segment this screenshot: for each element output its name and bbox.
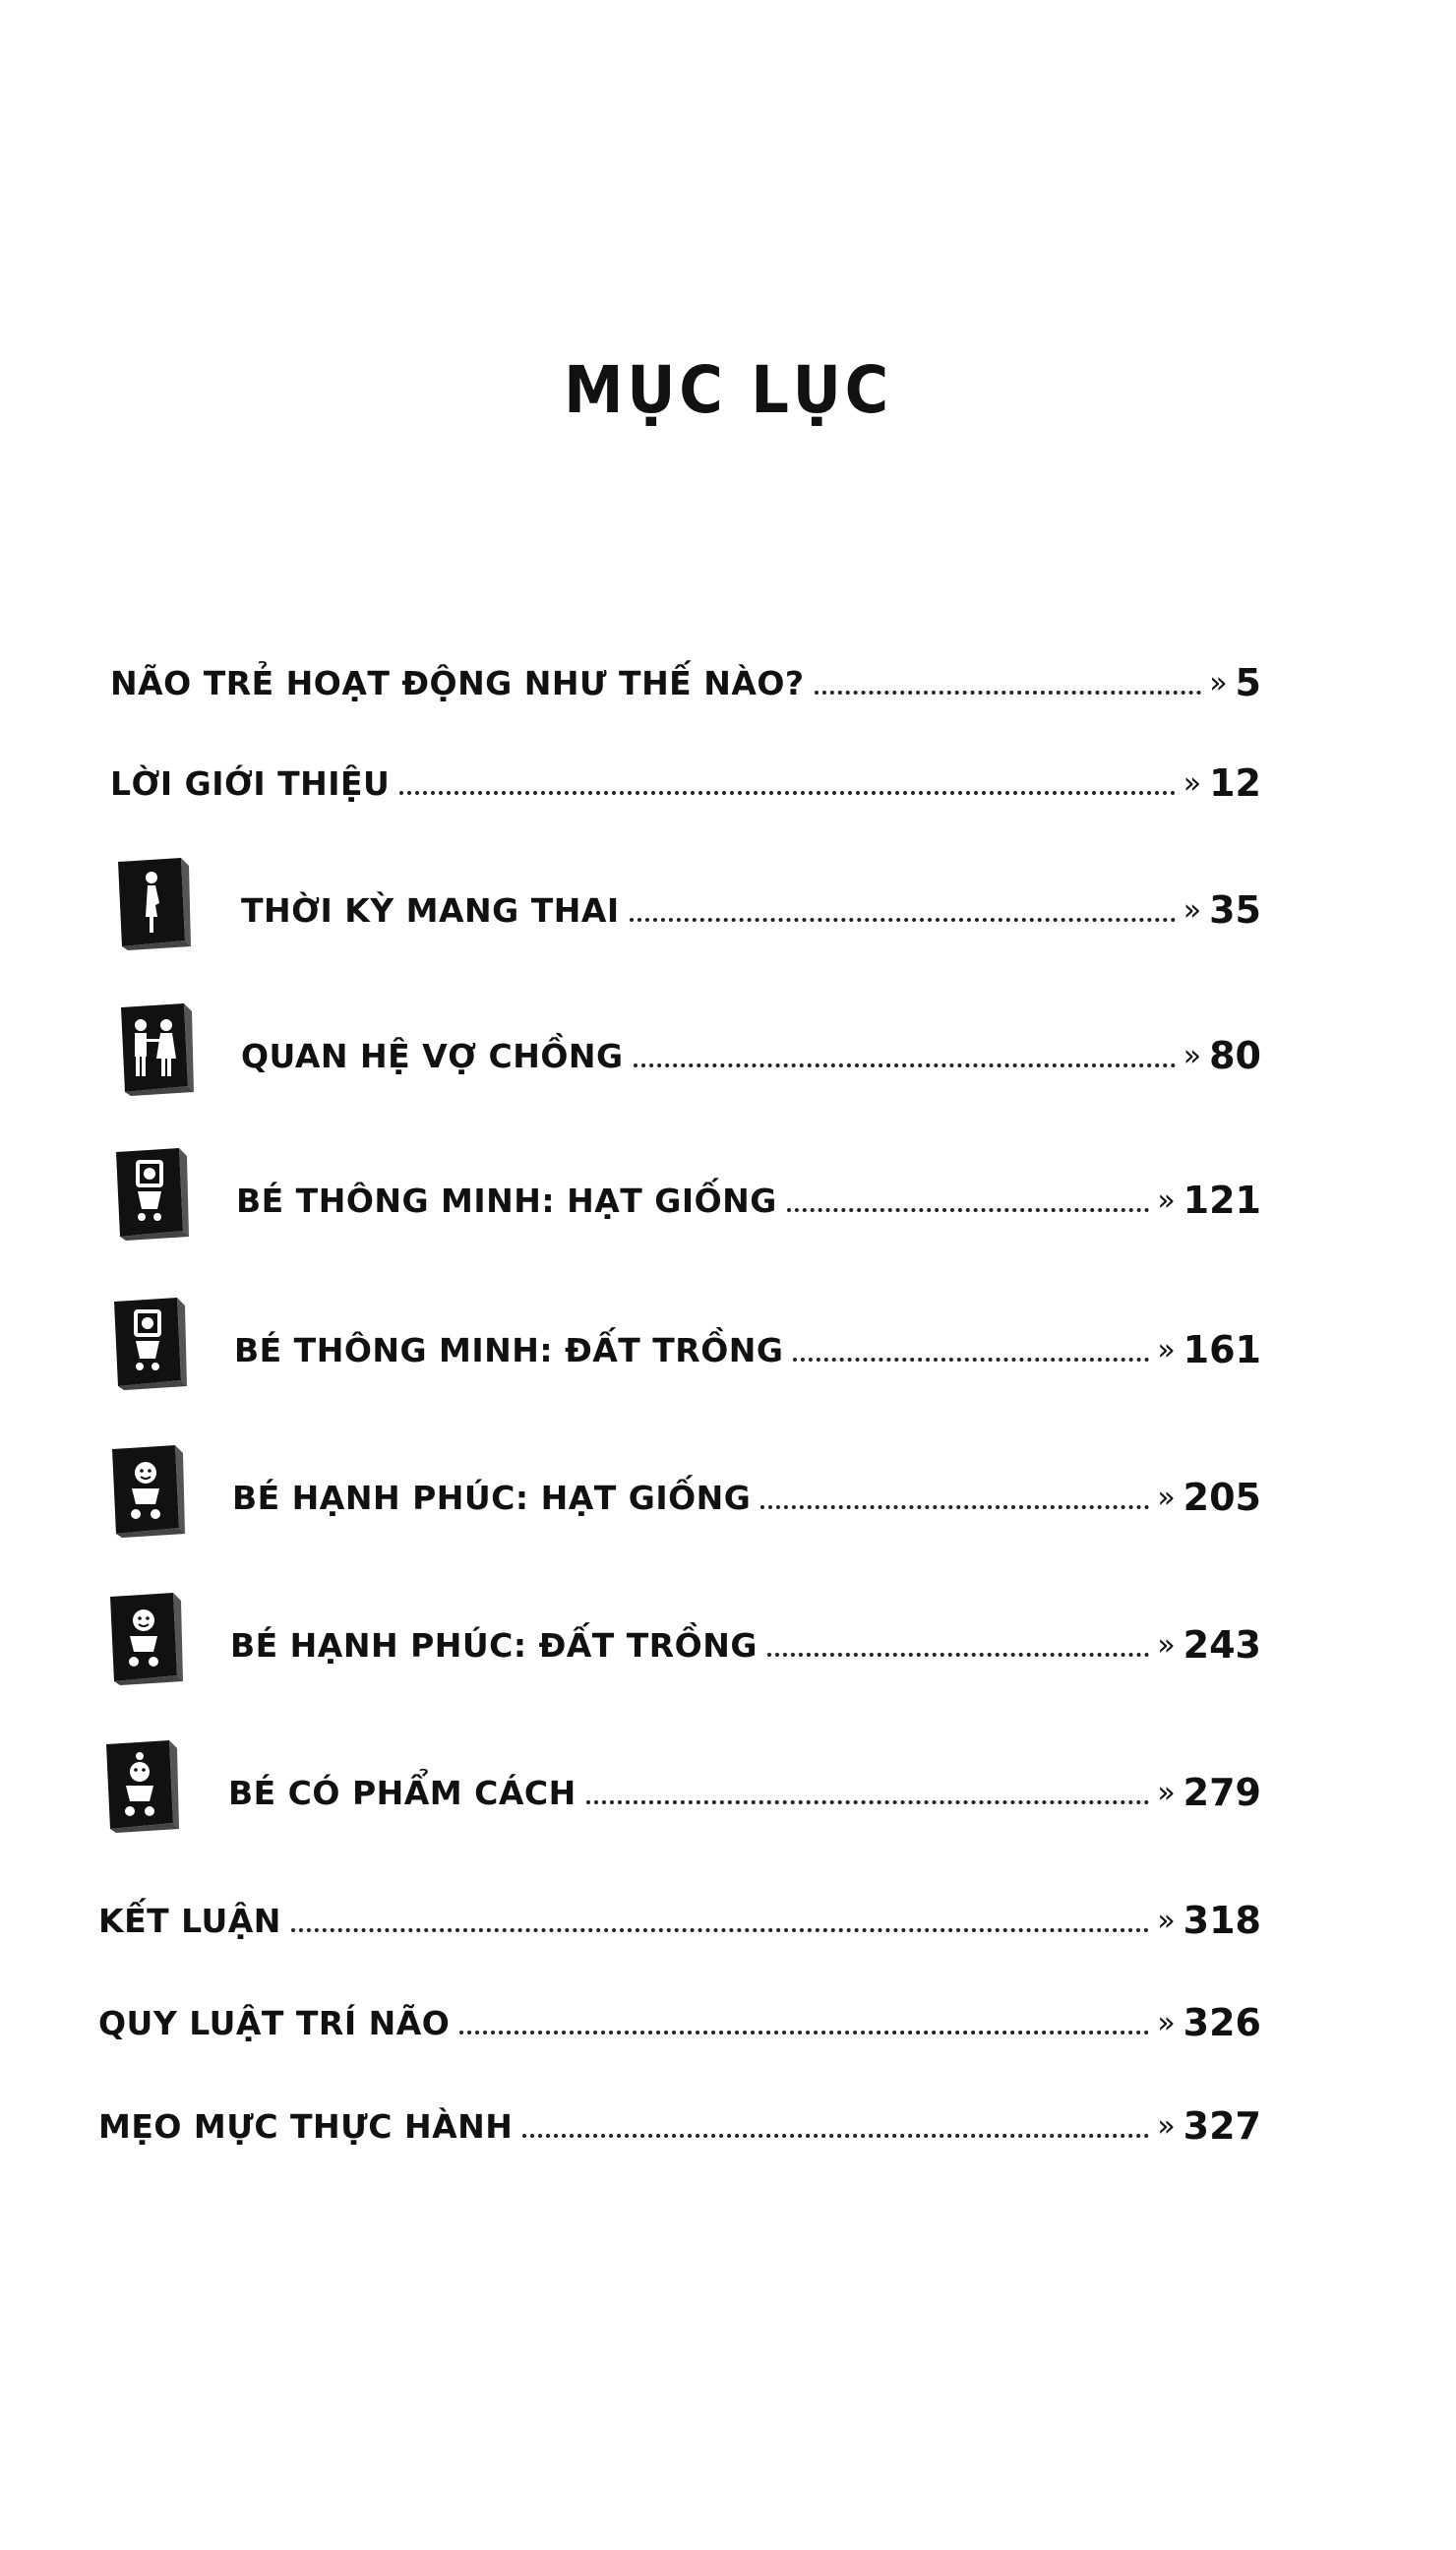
toc-leader-dots [793, 1358, 1149, 1362]
happy-baby-icon [104, 1591, 183, 1685]
toc-chevron: » [1157, 2109, 1176, 2144]
toc-entry[interactable] [241, 1017, 1261, 1076]
toc-entry-label: BÉ THÔNG MINH: HẠT GIỐNG [236, 1182, 777, 1220]
moral-baby-icon [100, 1738, 179, 1833]
toc-entry-label: BÉ HẠNH PHÚC: ĐẤT TRỒNG [230, 1626, 758, 1665]
toc-chevron: » [1157, 1184, 1176, 1218]
toc-entry[interactable] [241, 872, 1261, 931]
toc-leader-dots [634, 1063, 1176, 1067]
toc-leader-dots [760, 1505, 1149, 1509]
happy-baby-icon [106, 1443, 185, 1538]
toc-leader-dots [630, 918, 1176, 922]
toc-entry-label: BÉ CÓ PHẨM CÁCH [228, 1774, 576, 1812]
pregnant-woman-icon [112, 856, 191, 950]
toc-entry[interactable] [110, 745, 1261, 804]
toc-entry-label: QUAN HỆ VỢ CHỒNG [241, 1037, 624, 1075]
toc-page-number: 35 [1209, 888, 1261, 932]
toc-entry[interactable] [98, 2088, 1261, 2147]
toc-page-number: 205 [1183, 1476, 1261, 1519]
toc-entry-label: BÉ HẠNH PHÚC: HẠT GIỐNG [232, 1479, 752, 1517]
smart-baby-icon [110, 1146, 189, 1241]
toc-entry-label: LỜI GIỚI THIỆU [110, 764, 391, 803]
toc-entry-label: NÃO TRẺ HOẠT ĐỘNG NHƯ THẾ NÀO? [110, 664, 805, 702]
toc-entry-label: QUY LUẬT TRÍ NÃO [98, 2004, 451, 2042]
smart-baby-icon [108, 1296, 187, 1390]
toc-chevron: » [1183, 766, 1202, 801]
toc-chevron: » [1183, 1039, 1202, 1073]
toc-entry[interactable] [230, 1607, 1261, 1666]
toc-chevron: » [1157, 1333, 1176, 1367]
toc-leader-dots [291, 1928, 1149, 1932]
toc-leader-dots [586, 1800, 1150, 1804]
toc-chevron: » [1209, 666, 1228, 700]
toc-chevron: » [1157, 1776, 1176, 1810]
toc-entry[interactable] [234, 1311, 1261, 1370]
toc-entry-label: KẾT LUẬN [98, 1902, 281, 1940]
toc-chevron: » [1157, 2006, 1176, 2040]
toc-leader-dots [399, 791, 1175, 795]
toc-chevron: » [1157, 1904, 1176, 1938]
couple-icon [115, 1002, 194, 1096]
toc-entry-label: THỜI KỲ MANG THAI [241, 891, 620, 930]
toc-page-number: 327 [1183, 2104, 1261, 2148]
toc-entry[interactable] [110, 644, 1261, 703]
toc-leader-dots [522, 2134, 1149, 2138]
page-title: MỤC LỤC [564, 352, 892, 428]
toc-entry-label: BÉ THÔNG MINH: ĐẤT TRỒNG [234, 1331, 784, 1369]
toc-page-number: 5 [1235, 661, 1261, 704]
toc-entry[interactable] [98, 1882, 1261, 1941]
toc-entry[interactable] [98, 1984, 1261, 2043]
toc-chevron: » [1157, 1481, 1176, 1515]
toc-page-number: 243 [1183, 1623, 1261, 1667]
toc-entry[interactable] [228, 1754, 1261, 1813]
toc-chevron: » [1183, 893, 1202, 928]
toc-entry-label: MẸO MỰC THỰC HÀNH [98, 2107, 514, 2146]
toc-chevron: » [1157, 1628, 1176, 1663]
toc-page-number: 279 [1183, 1771, 1261, 1814]
toc-leader-dots [787, 1208, 1149, 1212]
toc-entry[interactable] [236, 1162, 1261, 1221]
toc-page-number: 121 [1183, 1179, 1261, 1222]
toc-page-number: 12 [1209, 761, 1261, 805]
toc-entry[interactable] [232, 1459, 1261, 1518]
toc-leader-dots [815, 691, 1202, 695]
toc-leader-dots [767, 1653, 1149, 1657]
toc-page-number: 161 [1183, 1328, 1261, 1371]
toc-page-number: 326 [1183, 2001, 1261, 2044]
toc-page-number: 318 [1183, 1899, 1261, 1942]
toc-page-number: 80 [1209, 1034, 1261, 1077]
toc-leader-dots [459, 2031, 1149, 2034]
